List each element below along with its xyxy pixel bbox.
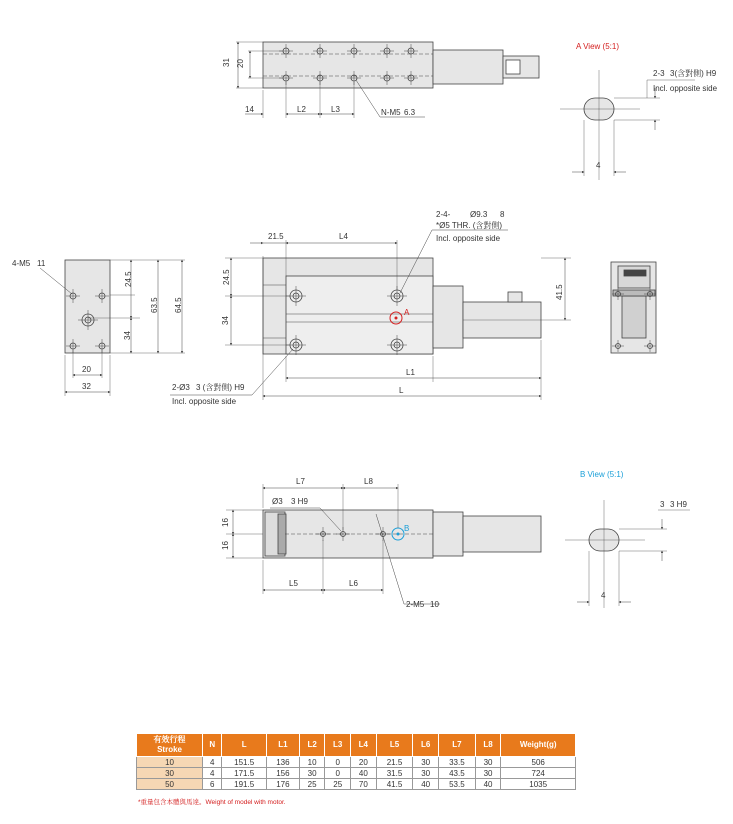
table-cell: 70 <box>351 779 377 790</box>
b-view-width: 4 <box>601 591 606 600</box>
a-view-callout-spec: 3(含對側) H9 <box>670 69 717 78</box>
table-cell: 30 <box>137 768 203 779</box>
header-l8: L8 <box>475 734 501 757</box>
top-dim-20: 20 <box>236 59 245 68</box>
table-cell: 1035 <box>501 779 576 790</box>
table-cell: 171.5 <box>222 768 267 779</box>
table-cell: 40 <box>413 779 439 790</box>
front-view-carriage <box>286 276 433 354</box>
header-l1: L1 <box>267 734 300 757</box>
front-callout-top-2: *Ø5 THR. (含對側) <box>436 221 503 230</box>
table-cell: 0 <box>325 768 351 779</box>
side-dim-645: 64.5 <box>174 297 183 313</box>
spec-table <box>136 733 576 790</box>
bottom-marker-b-label: B <box>404 524 410 533</box>
a-view-width: 4 <box>596 161 601 170</box>
a-view-callout-note: Incl. opposite side <box>653 84 718 93</box>
top-dim-14: 14 <box>245 105 254 114</box>
table-cell: 30 <box>413 768 439 779</box>
table-cell: 30 <box>413 757 439 768</box>
table-cell: 176 <box>267 779 300 790</box>
table-cell: 724 <box>501 768 576 779</box>
front-callout-bottom-1: 2-Ø3 <box>172 383 190 392</box>
bottom-callout-1: Ø3 <box>272 497 283 506</box>
side-dim-32: 32 <box>82 382 91 391</box>
front-callout-top-1: 2-4- <box>436 210 451 219</box>
table-cell: 191.5 <box>222 779 267 790</box>
table-cell: 33.5 <box>439 757 476 768</box>
table-cell: 30 <box>299 768 325 779</box>
side-dim-635: 63.5 <box>150 297 159 313</box>
front-dim-l: L <box>399 386 404 395</box>
table-cell: 40 <box>351 768 377 779</box>
header-l5: L5 <box>376 734 413 757</box>
front-callout-bottom-2: Incl. opposite side <box>172 397 237 406</box>
table-cell: 21.5 <box>376 757 413 768</box>
front-marker-a-label: A <box>404 308 410 317</box>
a-view-title: A View (5:1) <box>576 42 619 51</box>
table-cell: 156 <box>267 768 300 779</box>
b-view <box>565 500 690 608</box>
bottom-view-motor <box>463 516 541 552</box>
table-cell: 50 <box>137 779 203 790</box>
bottom-callout-2b: 10 <box>430 600 439 609</box>
bottom-dim-l5: L5 <box>289 579 298 588</box>
table-cell: 30 <box>475 768 501 779</box>
table-row <box>137 757 576 768</box>
table-cell: 4 <box>203 768 222 779</box>
table-cell: 43.5 <box>439 768 476 779</box>
table-cell: 25 <box>325 779 351 790</box>
front-view-coupler <box>433 286 463 348</box>
table-cell: 4 <box>203 757 222 768</box>
side-view <box>40 260 185 396</box>
front-dim-l4: L4 <box>339 232 348 241</box>
end-view <box>611 262 656 353</box>
b-view-callout: 3 <box>660 500 665 509</box>
table-cell: 20 <box>351 757 377 768</box>
header-stroke: 有效行程 Stroke <box>137 734 203 757</box>
front-callout-top-1b: Ø9.3 <box>470 210 488 219</box>
table-cell: 41.5 <box>376 779 413 790</box>
side-view-body <box>65 260 110 353</box>
bottom-callout-1b: 3 H9 <box>291 497 308 506</box>
top-dim-31: 31 <box>222 58 231 67</box>
side-dim-20: 20 <box>82 365 91 374</box>
b-view-title: B View (5:1) <box>580 470 624 479</box>
top-callout: N-M5 <box>381 108 401 117</box>
table-cell: 53.5 <box>439 779 476 790</box>
side-callout-depth: 11 <box>37 259 46 268</box>
top-dim-l3: L3 <box>331 105 340 114</box>
top-view-motor <box>433 50 503 84</box>
table-cell: 30 <box>475 757 501 768</box>
side-callout: 4-M5 <box>12 259 31 268</box>
bottom-dim-l8: L8 <box>364 477 373 486</box>
table-cell: 31.5 <box>376 768 413 779</box>
header-n: N <box>203 734 222 757</box>
header-l7: L7 <box>439 734 476 757</box>
front-dim-34: 34 <box>221 316 230 325</box>
header-l3: L3 <box>325 734 351 757</box>
top-dim-l2: L2 <box>297 105 306 114</box>
a-view-callout: 2-3 <box>653 69 665 78</box>
front-callout-top-3: Incl. opposite side <box>436 234 501 243</box>
table-cell: 0 <box>325 757 351 768</box>
side-dim-34: 34 <box>123 331 132 340</box>
header-l: L <box>222 734 267 757</box>
table-cell: 136 <box>267 757 300 768</box>
front-view <box>170 230 571 400</box>
b-view-callout-b: 3 H9 <box>670 500 687 509</box>
table-cell: 6 <box>203 779 222 790</box>
weight-note: *重量包含本體與馬達。Weight of model with motor. <box>138 799 286 806</box>
table-cell: 40 <box>475 779 501 790</box>
spec-table-header <box>137 734 576 757</box>
bottom-dim-l6: L6 <box>349 579 358 588</box>
front-dim-l1: L1 <box>406 368 415 377</box>
front-dim-415: 41.5 <box>555 284 564 300</box>
table-row <box>137 768 576 779</box>
front-callout-top-1c: 8 <box>500 210 505 219</box>
table-row <box>137 779 576 790</box>
bottom-callout-2: 2-M5 <box>406 600 425 609</box>
table-cell: 10 <box>137 757 203 768</box>
side-dim-245: 24.5 <box>124 271 133 287</box>
table-cell: 10 <box>299 757 325 768</box>
bottom-dim-16b: 16 <box>221 541 230 550</box>
bottom-dim-l7: L7 <box>296 477 305 486</box>
front-dim-215: 21.5 <box>268 232 284 241</box>
header-l4: L4 <box>351 734 377 757</box>
table-cell: 506 <box>501 757 576 768</box>
top-view <box>236 42 539 118</box>
bottom-dim-16a: 16 <box>221 518 230 527</box>
front-dim-245: 24.5 <box>222 269 231 285</box>
table-cell: 25 <box>299 779 325 790</box>
top-callout-depth: 6.3 <box>404 108 416 117</box>
front-callout-bottom-1b: 3 (含對側) H9 <box>196 383 245 392</box>
header-l2: L2 <box>299 734 325 757</box>
header-l6: L6 <box>413 734 439 757</box>
table-cell: 151.5 <box>222 757 267 768</box>
header-weight: Weight(g) <box>501 734 576 757</box>
